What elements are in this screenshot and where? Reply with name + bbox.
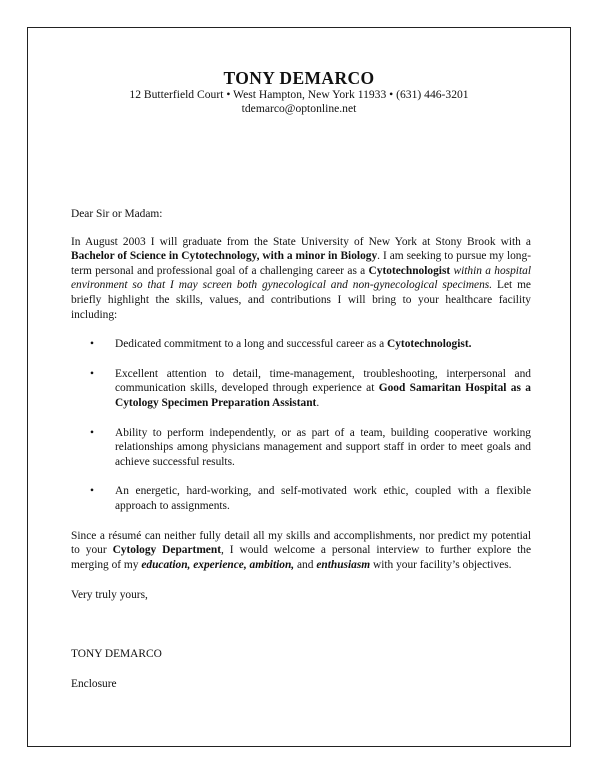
- sender-name: TONY DEMARCO: [223, 68, 375, 88]
- list-item-text: Excellent attention to detail, time-management, troubleshooting, interpersonal and communication skills, developed through experience at: [115, 367, 531, 395]
- career-emphasis: Cytotechnologist: [368, 264, 451, 277]
- list-item: [71, 337, 531, 352]
- closing-text-2: , I would welcome a personal interview to further explore the merging of my: [71, 544, 531, 571]
- bullet-icon: •: [90, 485, 94, 498]
- enthusiasm-emphasis: enthusiasm: [316, 558, 371, 571]
- degree-emphasis: Bachelor of Science in Cytotechnology, with a minor in Biology: [71, 250, 378, 263]
- department-emphasis: Cytology Department: [112, 544, 221, 557]
- signer-name: TONY DEMARCO: [71, 647, 162, 660]
- list-item-text: An energetic, hard-working, and self-motivated work ethic, coupled with a flexible approach to assignments.: [115, 485, 531, 512]
- letter-body: [71, 207, 531, 692]
- list-item-bold: Cytotechnologist.: [387, 338, 472, 351]
- list-item-text: .: [316, 396, 320, 409]
- intro-text-1: In August 2003 I will graduate from the State University of New York at Stony Brook with a: [71, 235, 531, 248]
- qualities-emphasis: education, experience, ambition,: [141, 558, 295, 571]
- list-item-text: Dedicated commitment to a long and successful career as a: [115, 338, 388, 351]
- bullet-icon: •: [90, 426, 94, 439]
- closing-paragraph: [71, 529, 531, 573]
- bullet-icon: •: [90, 338, 94, 351]
- closing-text-1: Since a résumé can neither fully detail all my skills and accomplishments, nor predict my potential to your: [71, 529, 531, 557]
- signoff: Very truly yours,: [71, 589, 148, 602]
- letterhead: [27, 68, 571, 116]
- enclosure-note: Enclosure: [71, 678, 117, 691]
- closing-text-3: and: [294, 558, 317, 571]
- intro-paragraph: [71, 235, 531, 323]
- intro-italic: within a hospital environment so that I may screen both gynecological and non-gynecological specimens.: [71, 264, 531, 292]
- list-item-text: Ability to perform independently, or as part of a team, building cooperative working relationships among physicians management and support staff in order to meet goals and achieve successful results.: [115, 426, 531, 468]
- sender-email: tdemarco@optonline.net: [241, 102, 357, 115]
- closing-text-4: with your facility’s objectives.: [370, 558, 512, 571]
- list-item: [71, 426, 531, 470]
- list-item: [71, 484, 531, 513]
- list-item: [71, 367, 531, 411]
- intro-text-2: . I am seeking to pursue my long-term personal and professional goal of a challenging career as a: [71, 250, 531, 277]
- salutation: Dear Sir or Madam:: [71, 208, 163, 220]
- sender-address: 12 Butterfield Court • West Hampton, New York 11933 • (631) 446-3201: [129, 88, 469, 101]
- list-item-bold: Good Samaritan Hospital as a Cytology Specimen Preparation Assistant: [115, 382, 531, 409]
- qualifications-list: [71, 337, 531, 513]
- bullet-icon: •: [90, 367, 94, 380]
- intro-text-4: Let me briefly highlight the skills, values, and contributions I will bring to your healthcare facility including:: [71, 279, 531, 321]
